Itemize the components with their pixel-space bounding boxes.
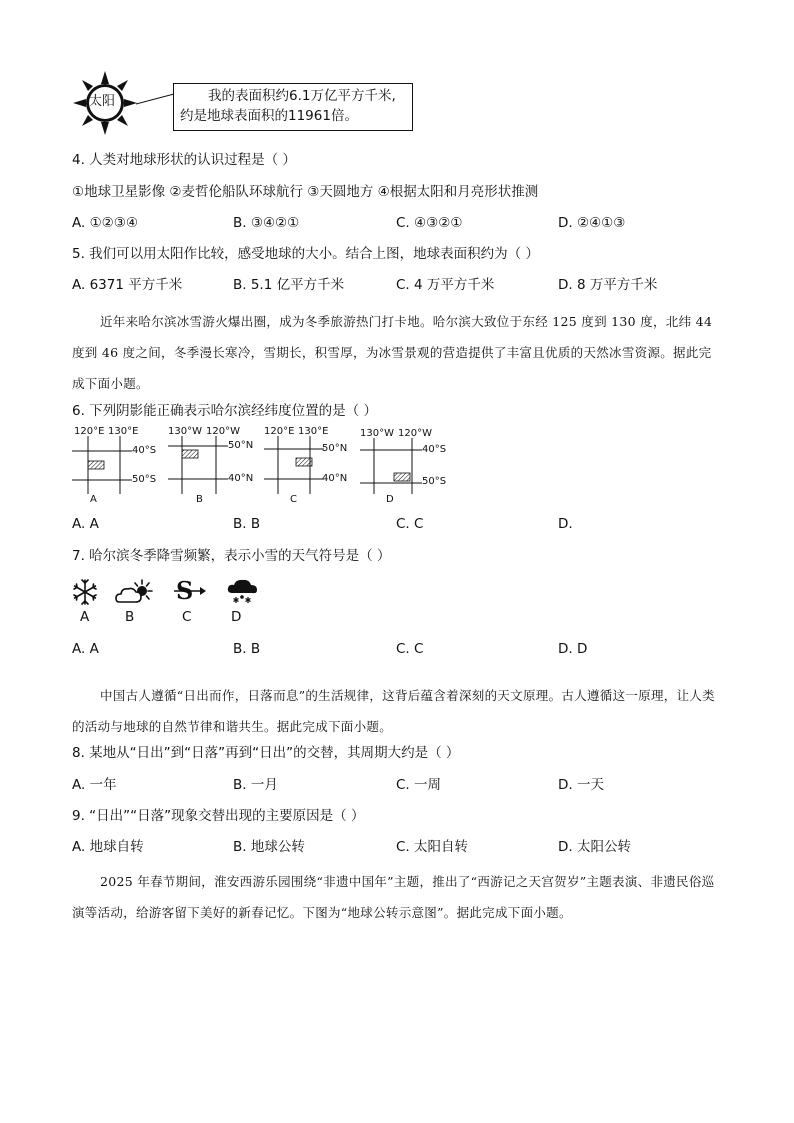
map-b-lon-left: 130°W [168,426,202,437]
q5-option-a[interactable]: A. 6371 平方千米 [72,277,183,293]
q5-option-c[interactable]: C. 4 万平方千米 [396,277,495,293]
question-4-items: ①地球卫星影像 ②麦哲伦船队环球航行 ③天圆地方 ④根据太阳和月亮形状推测 [72,184,539,200]
map-b-lon-right: 120°W [206,426,240,437]
passage-harbin: 近年来哈尔滨冰雪游火爆出圈，成为冬季旅游热门打卡地。哈尔滨大致位于东经 125 度到 130 度，北纬 44 度到 46 度之间，冬季漫长寒冷，雪期长，积雪厚，为冰雪景观的营造提供了丰富且优质的天然冰雪资源。据此完成下面小题。 [72,314,713,391]
sandstorm-icon[interactable] [172,576,208,606]
cloud-sun-icon[interactable] [114,578,156,606]
q7-option-c[interactable]: C. C [396,641,424,657]
speech-line-1: 我的表面积约6.1万亿平方千米, [208,88,396,104]
q7-symbol-d-letter: D [231,609,242,625]
map-b[interactable] [168,424,260,508]
q7-option-d[interactable]: D. D [558,641,588,657]
passage-spring-festival: 2025 年春节期间，淮安西游乐园围绕“非遗中国年”主题，推出了“西游记之天宫贺岁”主题表演、非遗民俗巡演等活动，给游客留下美好的新春记忆。下图为“地球公转示意图”。据此完成下面小题。 [72,874,715,920]
q8-option-b[interactable]: B. 一月 [233,777,278,793]
q5-option-d[interactable]: D. 8 万平方千米 [558,277,658,293]
q4-option-b[interactable]: B. ③④②① [233,215,300,231]
q7-option-b[interactable]: B. B [233,641,261,657]
question-4-stem: 4. 人类对地球形状的认识过程是（ ） [72,152,296,168]
map-c-lat-bottom: 40°N [322,473,348,484]
map-c-lon-right: 130°E [298,426,329,437]
question-5-stem: 5. 我们可以用太阳作比较，感受地球的大小。结合上图，地球表面积约为（ ） [72,246,539,262]
q6-option-d[interactable]: D. [558,516,573,532]
sun-label: 太阳 [89,94,116,109]
svg-text:S: S [176,576,194,605]
map-d-lat-bottom: 50°S [422,476,447,487]
q7-symbol-c-letter: C [182,609,192,625]
speech-line-2: 约是地球表面积的11961倍。 [180,108,358,124]
q4-option-a[interactable]: A. ①②③④ [72,215,138,231]
q9-option-a[interactable]: A. 地球自转 [72,839,144,855]
q7-symbol-b-letter: B [125,609,135,625]
q5-option-b[interactable]: B. 5.1 亿平方千米 [233,277,345,293]
question-6-stem: 6. 下列阴影能正确表示哈尔滨经纬度位置的是（ ） [72,403,377,419]
map-d-letter: D [386,494,394,505]
q8-option-d[interactable]: D. 一天 [558,777,604,793]
map-c-lat-top: 50°N [322,443,348,454]
map-b-lat-top: 50°N [228,440,254,451]
q7-symbol-a-letter: A [80,609,90,625]
map-a-letter: A [90,494,97,505]
speech-pointer [136,92,176,106]
map-a-lat-top: 40°S [132,445,157,456]
map-a-lon-left: 120°E [74,426,105,437]
snowflake-icon[interactable] [71,578,99,606]
speech-box [173,83,413,131]
map-d-lon-right: 120°W [398,428,432,439]
map-c-lon-left: 120°E [264,426,295,437]
map-a[interactable] [72,424,162,508]
map-a-lon-right: 130°E [108,426,139,437]
map-c-letter: C [290,494,297,505]
map-b-lat-bottom: 40°N [228,473,254,484]
map-b-letter: B [196,494,203,505]
q8-option-a[interactable]: A. 一年 [72,777,117,793]
map-a-lat-bottom: 50°S [132,474,157,485]
passage-sunrise: 中国古人遵循“日出而作，日落而息”的生活规律，这背后蕴含着深刻的天文原理。古人遵循这一原理，让人类的活动与地球的自然节律和谐共生。据此完成下面小题。 [72,688,715,734]
q6-option-a[interactable]: A. A [72,516,99,532]
question-7-stem: 7. 哈尔滨冬季降雪频繁，表示小雪的天气符号是（ ） [72,548,391,564]
q9-option-c[interactable]: C. 太阳自转 [396,839,469,855]
cloud-snow-icon[interactable] [226,577,260,607]
map-d-lon-left: 130°W [360,428,394,439]
map-d[interactable] [360,424,456,508]
q9-option-d[interactable]: D. 太阳公转 [558,839,631,855]
q8-option-c[interactable]: C. 一周 [396,777,442,793]
q6-option-c[interactable]: C. C [396,516,424,532]
q9-option-b[interactable]: B. 地球公转 [233,839,305,855]
q4-option-d[interactable]: D. ②④①③ [558,215,626,231]
map-c[interactable] [264,424,356,508]
q6-option-b[interactable]: B. B [233,516,261,532]
question-8-stem: 8. 某地从“日出”到“日落”再到“日出”的交替，其周期大约是（ ） [72,745,460,761]
q7-option-a[interactable]: A. A [72,641,99,657]
q4-option-c[interactable]: C. ④③②① [396,215,463,231]
question-9-stem: 9. “日出”“日落”现象交替出现的主要原因是（ ） [72,808,365,824]
map-d-lat-top: 40°S [422,444,447,455]
